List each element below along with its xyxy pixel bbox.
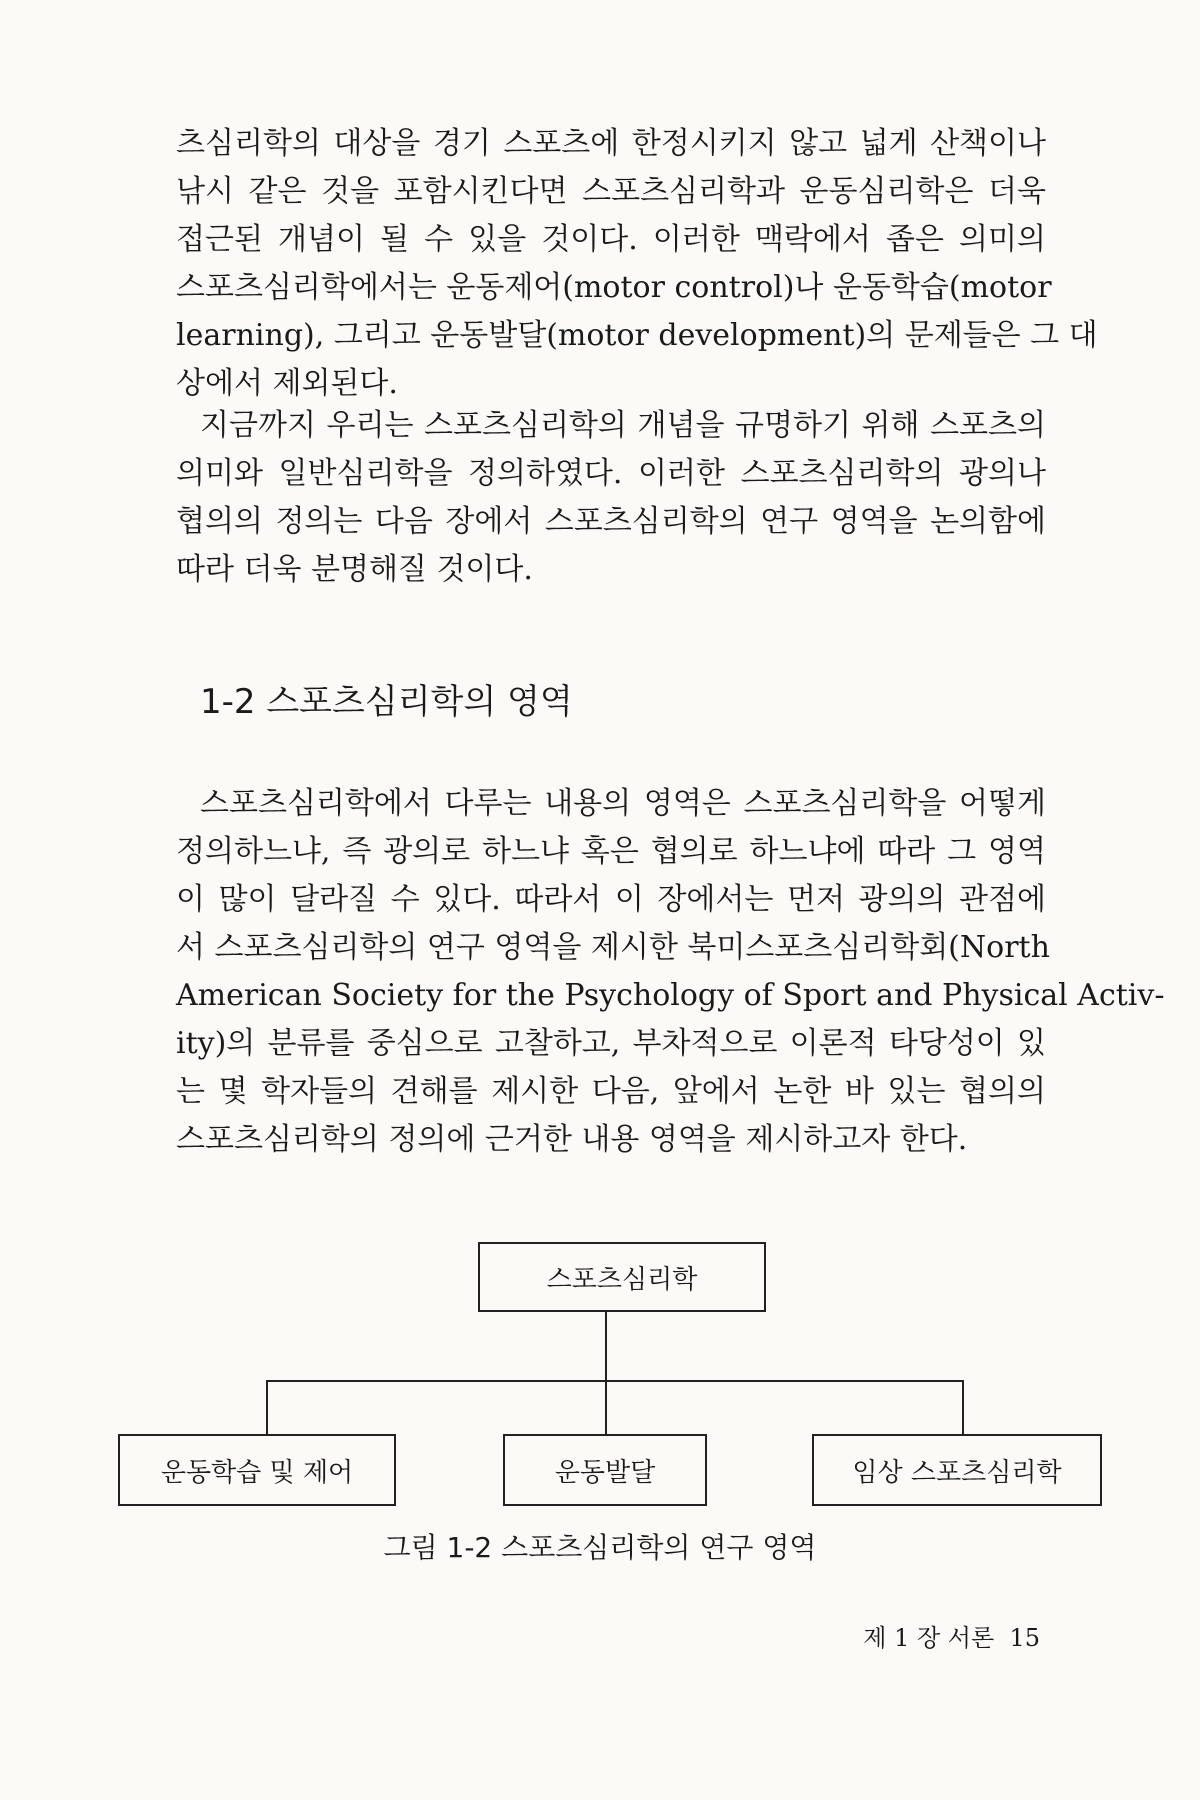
diagram-child-clinical: 임상 스포츠심리학 xyxy=(812,1434,1102,1506)
section-heading: 1-2 스포츠심리학의 영역 xyxy=(200,682,573,722)
text-line: 서 스포츠심리학의 연구 영역을 제시한 북미스포츠심리학회(North xyxy=(176,930,1050,965)
text-line: 낚시 같은 것을 포함시킨다면 스포츠심리학과 운동심리학은 더욱 xyxy=(176,174,1046,209)
text-line: 접근된 개념이 될 수 있을 것이다. 이러한 맥락에서 좁은 의미의 xyxy=(176,222,1046,257)
paragraph-2 xyxy=(176,402,1046,594)
text-line: 협의의 정의는 다음 장에서 스포츠심리학의 연구 영역을 논의함에 xyxy=(176,504,1046,539)
diagram-child-motor-development: 운동발달 xyxy=(503,1434,707,1506)
connector-horizontal xyxy=(266,1380,964,1382)
text-line: 스포츠심리학의 정의에 근거한 내용 영역을 제시하고자 한다. xyxy=(176,1122,968,1157)
text-line: 는 몇 학자들의 견해를 제시한 다음, 앞에서 논한 바 있는 협의의 xyxy=(176,1074,1046,1109)
text-line: 상에서 제외된다. xyxy=(176,366,398,401)
figure-caption: 그림 1-2 스포츠심리학의 연구 영역 xyxy=(383,1531,817,1564)
diagram-child-motor-learning: 운동학습 및 제어 xyxy=(118,1434,396,1506)
paragraph-3 xyxy=(176,780,1165,1164)
page-number: 15 xyxy=(1009,1624,1040,1652)
text-line: 스포츠심리학에서는 운동제어(motor control)나 운동학습(motor xyxy=(176,270,1052,305)
connector-mid-drop xyxy=(605,1380,607,1434)
connector-root-stem xyxy=(605,1312,607,1380)
text-line: 정의하느냐, 즉 광의로 하느냐 혹은 협의로 하느냐에 따라 그 영역 xyxy=(176,834,1046,869)
connector-left-drop xyxy=(266,1380,268,1434)
text-line: ity)의 분류를 중심으로 고찰하고, 부차적으로 이론적 타당성이 있 xyxy=(176,1026,1046,1061)
diagram-root-box: 스포츠심리학 xyxy=(478,1242,766,1312)
text-line: 지금까지 우리는 스포츠심리학의 개념을 규명하기 위해 스포츠의 xyxy=(200,408,1046,443)
text-line: 의미와 일반심리학을 정의하였다. 이러한 스포츠심리학의 광의나 xyxy=(176,456,1046,491)
text-line: 츠심리학의 대상을 경기 스포츠에 한정시키지 않고 넓게 산책이나 xyxy=(176,126,1046,161)
text-line: learning), 그리고 운동발달(motor development)의 문제들은 그 대 xyxy=(176,318,1098,353)
text-line: 따라 더욱 분명해질 것이다. xyxy=(176,552,533,587)
text-line: American Society for the Psychology of Sport and Physical Activ- xyxy=(176,978,1165,1013)
chapter-label: 제 1 장 서론 xyxy=(863,1624,995,1652)
connector-right-drop xyxy=(962,1380,964,1434)
text-line: 이 많이 달라질 수 있다. 따라서 이 장에서는 먼저 광의의 관점에 xyxy=(176,882,1046,917)
paragraph-1 xyxy=(176,120,1098,408)
text-line: 스포츠심리학에서 다루는 내용의 영역은 스포츠심리학을 어떻게 xyxy=(200,786,1046,821)
page-footer xyxy=(863,1618,1040,1653)
